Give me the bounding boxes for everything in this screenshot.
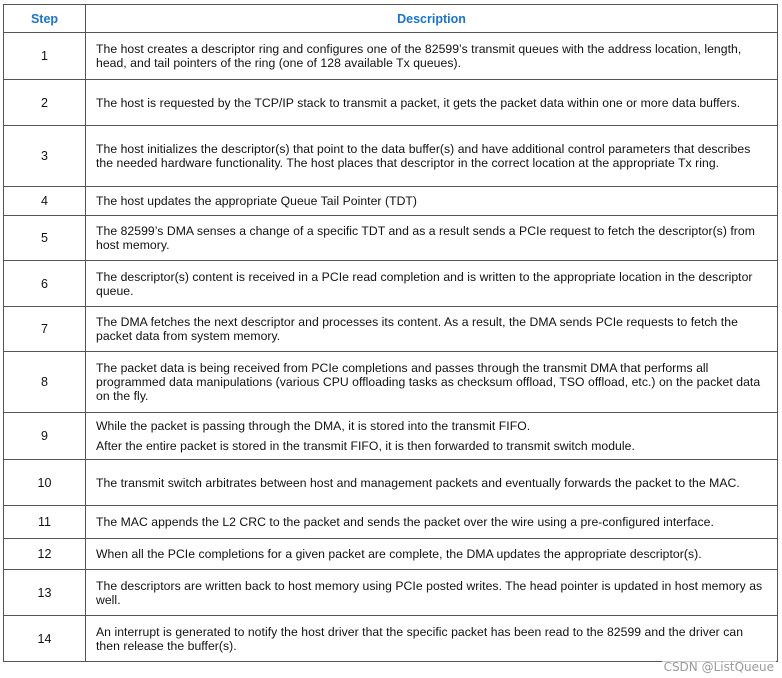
description-line: The 82599’s DMA senses a change of a specific TDT and as a result sends a PCIe request to fetch the descriptor(s) from host memory.: [96, 224, 755, 252]
description-line: The host creates a descriptor ring and configures one of the 82599’s transmit queues with the address location, length, head, and tail pointers of the ring (one of 128 available Tx queues).: [96, 42, 742, 70]
table-row: [4, 307, 778, 352]
step-column-header: Step: [4, 5, 86, 33]
step-number: 9: [4, 413, 86, 460]
step-description: [86, 216, 778, 261]
table-row: [4, 413, 778, 460]
step-number: 6: [4, 261, 86, 307]
table-row: [4, 506, 778, 539]
step-description: [86, 460, 778, 506]
step-description: [86, 307, 778, 352]
table-row: [4, 187, 778, 216]
table-row: [4, 460, 778, 506]
description-line: The MAC appends the L2 CRC to the packet and sends the packet over the wire using a pre-configured interface.: [96, 515, 714, 529]
watermark: CSDN @ListQueue: [663, 660, 774, 674]
step-number: 5: [4, 216, 86, 261]
description-line: The host updates the appropriate Queue Tail Pointer (TDT): [96, 194, 418, 208]
step-number: 14: [4, 616, 86, 662]
step-number: 10: [4, 460, 86, 506]
table-row: [4, 570, 778, 616]
description-line: An interrupt is generated to notify the host driver that the specific packet has been read to the 82599 and the driver can then release the buffer(s).: [96, 624, 744, 653]
step-description: [86, 352, 778, 413]
description-column-header: Description: [86, 5, 778, 33]
table-row: [4, 616, 778, 662]
table-row: [4, 261, 778, 307]
table-row: [4, 126, 778, 187]
description-line: The host initializes the descriptor(s) that point to the data buffer(s) and have additional control parameters that describes the needed hardware functionality. The host places that descriptor in the correct location at the appropriate Tx ring.: [96, 142, 751, 170]
table-header-row: [4, 5, 778, 33]
description-line: The descriptor(s) content is received in a PCIe read completion and is written to the appropriate location in the descriptor queue.: [96, 269, 753, 298]
transmit-steps-table: [3, 4, 778, 662]
step-number: 1: [4, 33, 86, 80]
step-description: [86, 187, 778, 216]
step-description: [86, 126, 778, 187]
table-row: [4, 33, 778, 80]
table-body: [4, 33, 778, 662]
description-line: The packet data is being received from PCIe completions and passes through the transmit DMA that performs all programmed data manipulations (various CPU offloading tasks as checksum offload, TSO offload, etc.) on the packet data on the fly.: [96, 361, 761, 403]
step-number: 3: [4, 126, 86, 187]
table-row: [4, 216, 778, 261]
step-description: [86, 413, 778, 460]
step-description: [86, 616, 778, 662]
step-description: [86, 570, 778, 616]
step-number: 7: [4, 307, 86, 352]
table-row: [4, 352, 778, 413]
step-number: 13: [4, 570, 86, 616]
description-line: The DMA fetches the next descriptor and processes its content. As a result, the DMA sends PCIe requests to fetch the packet data from system memory.: [96, 315, 738, 343]
step-number: 12: [4, 539, 86, 570]
step-description: [86, 539, 778, 570]
table-row: [4, 539, 778, 570]
step-number: 8: [4, 352, 86, 413]
step-number: 11: [4, 506, 86, 539]
description-line: When all the PCIe completions for a given packet are complete, the DMA updates the appropriate descriptor(s).: [96, 547, 702, 561]
description-line: After the entire packet is stored in the transmit FIFO, it is then forwarded to transmit switch module.: [96, 439, 635, 453]
table-row: [4, 80, 778, 126]
description-line: The host is requested by the TCP/IP stack to transmit a packet, it gets the packet data within one or more data buffers.: [96, 95, 741, 110]
step-description: [86, 33, 778, 80]
step-description: [86, 506, 778, 539]
description-line: While the packet is passing through the DMA, it is stored into the transmit FIFO.: [96, 419, 531, 433]
step-description: [86, 80, 778, 126]
step-number: 4: [4, 187, 86, 216]
description-line: The descriptors are written back to host memory using PCIe posted writes. The head pointer is updated in host memory as well.: [96, 578, 763, 607]
step-description: [86, 261, 778, 307]
description-line: The transmit switch arbitrates between host and management packets and eventually forwards the packet to the MAC.: [96, 475, 740, 490]
step-number: 2: [4, 80, 86, 126]
